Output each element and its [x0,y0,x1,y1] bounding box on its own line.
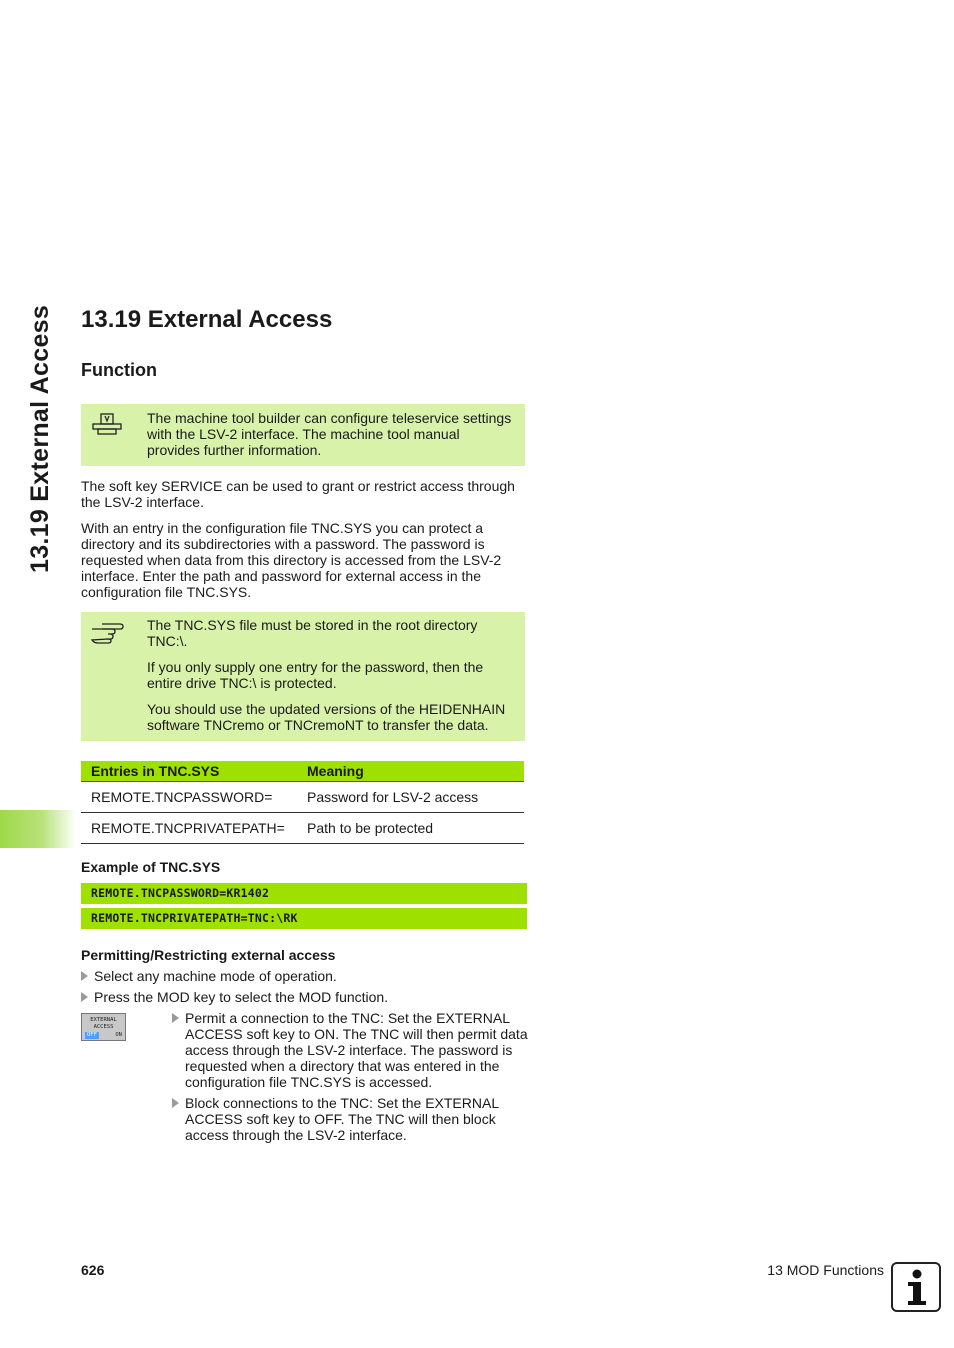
step-item: Press the MOD key to select the MOD function. [81,989,388,1005]
machine-icon [90,412,124,441]
paragraph-softkey: The soft key SERVICE can be used to grant or restrict access through the LSV-2 interface. [81,478,515,510]
tnc-sys-note [81,612,525,741]
info-icon [891,1262,941,1312]
note-line-2: If you only supply one entry for the password, then the entire drive TNC:\ is protected. [147,659,484,691]
table-cell: Path to be protected [297,813,524,844]
code-line: REMOTE.TNCPASSWORD=KR1402 [81,883,527,904]
note-line-1: The TNC.SYS file must be stored in the root directory TNC:\. [147,617,478,649]
table-header-row [81,761,524,782]
note-text: The machine tool builder can configure teleservice settings with the LSV-2 interface. The machine tool manual provides further information. [147,410,512,458]
table-cell: REMOTE.TNCPRIVATEPATH= [81,813,297,844]
softkey-label-line1: EXTERNAL [90,1017,117,1023]
example-heading: Example of TNC.SYS [81,859,221,875]
arrow-icon [81,992,88,1002]
external-access-softkey[interactable] [81,1013,126,1041]
side-chapter-title: 13.19 External Access [26,304,54,573]
arrow-icon [172,1098,179,1108]
hand-pointer-icon [90,621,126,648]
sub-step-block: Block connections to the TNC: Set the EXTERNAL ACCESS soft key to OFF. The TNC will then block access through the LSV-2 interface. [172,1095,532,1143]
section-title: 13.19 External Access [81,306,333,333]
step-item: Select any machine mode of operation. [81,968,337,984]
table-cell: Password for LSV-2 access [297,782,524,813]
side-tab-marker [0,810,76,848]
softkey-off-state: OFF [87,1032,97,1038]
table-header-meaning: Meaning [297,761,524,782]
chapter-name: 13 MOD Functions [767,1262,884,1278]
code-line: REMOTE.TNCPRIVATEPATH=TNC:\RK [81,908,527,929]
page-number: 626 [81,1262,105,1278]
arrow-icon [81,971,88,981]
subsection-title: Function [81,360,157,380]
paragraph-config: With an entry in the configuration file TNC.SYS you can protect a directory and its subdirectories with a password. The password is requested when data from this directory is accessed from the LSV-2 interface. Enter the path and password for external access in the configuration file TNC.SYS. [81,520,502,600]
entries-table [81,761,524,844]
table-header-entries: Entries in TNC.SYS [81,761,297,782]
arrow-icon [172,1013,179,1023]
softkey-label-line2: ACCESS [93,1024,114,1030]
softkey-on-state: ON [115,1032,122,1038]
table-row [81,813,524,844]
machine-note [81,404,525,466]
table-row [81,782,524,813]
sub-step-permit: Permit a connection to the TNC: Set the EXTERNAL ACCESS soft key to ON. The TNC will then permit data access through the LSV-2 interface. The password is requested when a directory that was entered in the configuration file TNC.SYS is accessed. [172,1010,532,1090]
note-line-3: You should use the updated versions of the HEIDENHAIN software TNCremo or TNCremoNT to transfer the data. [147,701,506,733]
table-cell: REMOTE.TNCPASSWORD= [81,782,297,813]
permit-heading: Permitting/Restricting external access [81,947,336,963]
